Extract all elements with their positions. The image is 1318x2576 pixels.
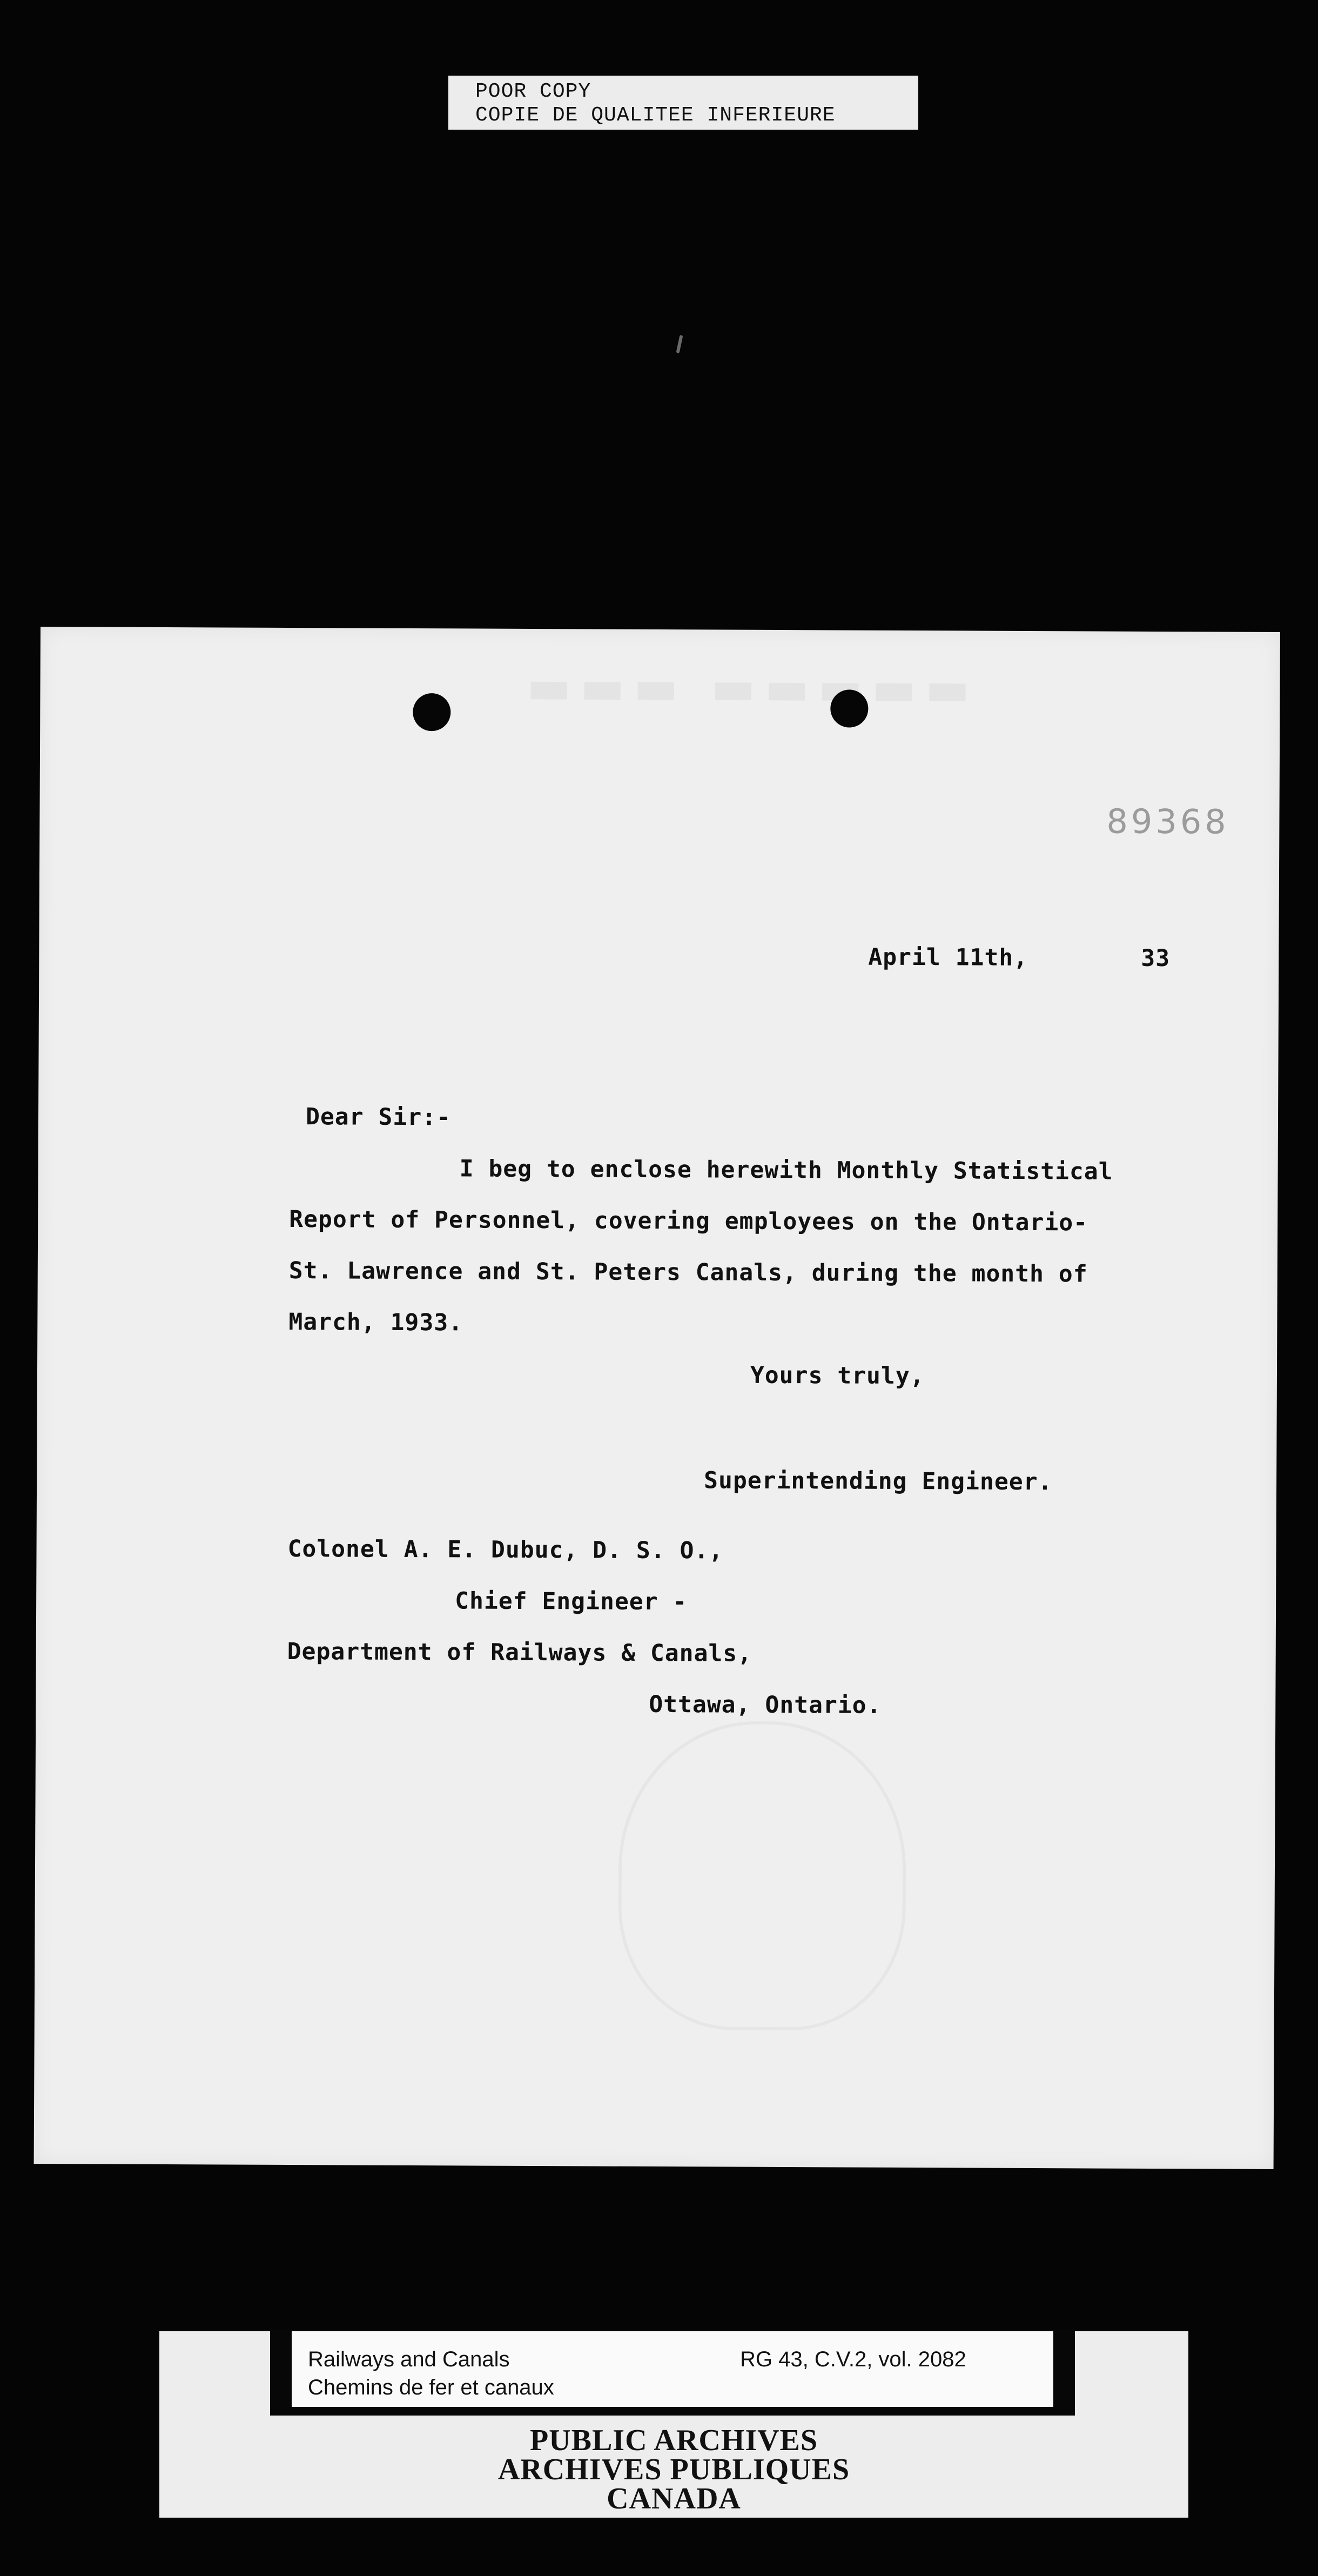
poor-copy-text-fr: COPIE DE QUALITEE INFERIEURE xyxy=(475,104,836,127)
recipient-city: Ottawa, Ontario. xyxy=(649,1691,882,1719)
archive-country: CANADA xyxy=(607,2482,741,2515)
recipient-name: Colonel A. E. Dubuc, D. S. O., xyxy=(287,1535,724,1565)
letter-date: April 11th, xyxy=(868,943,1028,971)
recipient-department: Department of Railways & Canals, xyxy=(287,1638,752,1667)
archive-label-card xyxy=(159,2331,1188,2518)
punch-hole xyxy=(413,693,450,731)
closing: Yours truly, xyxy=(750,1361,925,1390)
body-line: Report of Personnel, covering employees on the Ontario- xyxy=(289,1206,1088,1237)
archive-name-fr: ARCHIVES PUBLIQUES xyxy=(497,2453,850,2486)
letter-sheet xyxy=(34,627,1280,2169)
bleed-through-letterhead xyxy=(526,659,979,716)
page-stamp-number: 89368 xyxy=(1106,801,1229,842)
body-line: St. Lawrence and St. Peters Canals, during the month of xyxy=(288,1257,1088,1288)
body-line: I beg to enclose herewith Monthly Statistical xyxy=(459,1155,1113,1185)
recipient-title: Chief Engineer - xyxy=(455,1587,688,1616)
signature-title: Superintending Engineer. xyxy=(704,1467,1053,1496)
bleed-through-seal xyxy=(618,1721,906,2031)
archive-name-en: PUBLIC ARCHIVES xyxy=(529,2424,818,2457)
fonds-name-en: Railways and Canals xyxy=(308,2347,510,2371)
fonds-name-fr: Chemins de fer et canaux xyxy=(308,2376,554,2399)
stray-mark xyxy=(676,335,683,354)
archive-reference: RG 43, C.V.2, vol. 2082 xyxy=(740,2347,966,2371)
punch-hole xyxy=(830,689,868,727)
poor-copy-label xyxy=(448,76,918,130)
letter-year: 33 xyxy=(1141,944,1171,972)
reference-slip xyxy=(292,2331,1053,2407)
poor-copy-text: POOR COPY xyxy=(475,80,591,103)
body-line: March, 1933. xyxy=(288,1309,463,1337)
salutation: Dear Sir:- xyxy=(305,1103,452,1131)
